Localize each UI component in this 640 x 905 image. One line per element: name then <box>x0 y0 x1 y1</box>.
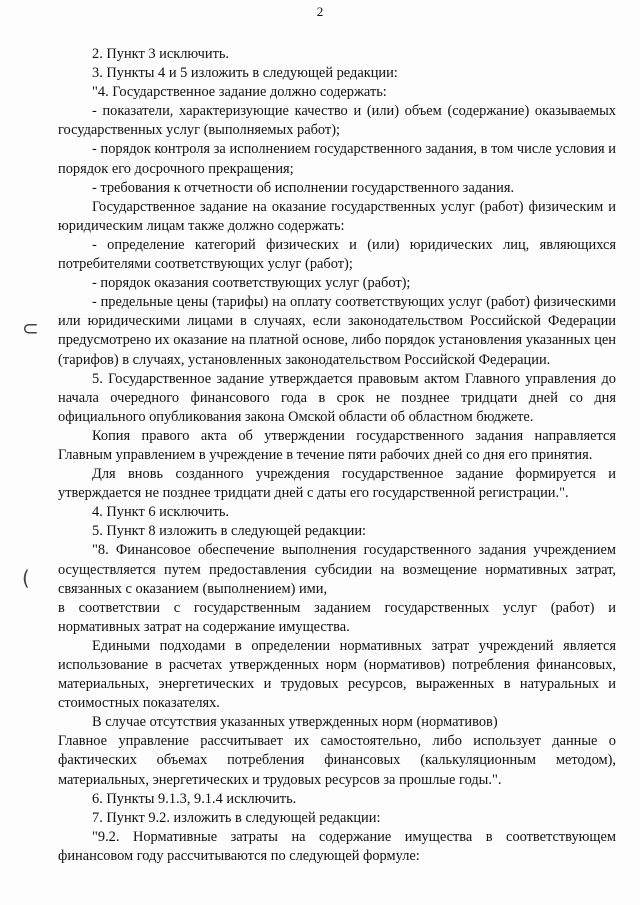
paragraph: - предельные цены (тарифы) на оплату соответствующих услуг (работ) физическими или юридическими лицами в случаях, если законодательством Российской Федерации предусмотрено их оказание на платной основе, либо порядок установления указанных цен (тарифов) в случаях, установленных законодательством Российской Федерации. <box>58 294 616 368</box>
paragraph: - порядок контроля за исполнением государственного задания, в том числе условия и порядок его досрочного прекращения; <box>58 141 616 177</box>
paragraph: "9.2. Нормативные затраты на содержание имущества в соответствующем финансовом году рассчитываются по следующей формуле: <box>58 828 616 864</box>
margin-pencil-mark: ⊂ <box>22 316 39 340</box>
paragraph: - показатели, характеризующие качество и (или) объем (содержание) оказываемых государственных услуг (выполняемых работ); <box>58 103 616 139</box>
page-number: 2 <box>316 4 324 19</box>
paragraph: Главное управление рассчитывает их самостоятельно, либо использует данные о фактических объемах потребления финансовых (калькуляционным методом), материальных, энергетических и трудовых ресурсов за прошлые годы.". <box>58 733 616 788</box>
paragraph: Государственное задание на оказание государственных услуг (работ) физическим и юридическим лицам также должно содержать: <box>58 198 616 234</box>
paragraph: 2. Пункт 3 исключить. <box>92 46 230 62</box>
paragraph: В случае отсутствия указанных утвержденных норм (нормативов) <box>92 714 498 731</box>
paragraph: - определение категорий физических и (или) юридических лиц, являющихся потребителями соответствующих услуг (работ); <box>58 236 616 273</box>
paragraph: "8. Финансовое обеспечение выполнения государственного задания учреждением осуществляется путем предоставления субсидии на возмещение нормативных затрат, связанных с оказанием (выполнением) ими, <box>58 542 616 597</box>
margin-pencil-mark: ( <box>22 566 30 590</box>
document-body <box>58 45 616 866</box>
paragraph: 5. Пункт 8 изложить в следующей редакции: <box>92 523 367 540</box>
paragraph: в соответствии с государственным заданием государственных услуг (работ) и нормативных затрат на содержание имущества. <box>58 599 616 635</box>
paragraph: Копия правого акта об утверждении государственного задания направляется Главным управлением в учреждение в течение пяти рабочих дней со дня его принятия. <box>58 427 616 463</box>
paragraph: 5. Государственное задание утверждается правовым актом Главного управления до начала очередного финансового года в срок не позднее тридцати дней со дня официального опубликования закона Омской области об областном бюджете. <box>58 370 616 425</box>
paragraph: 4. Пункт 6 исключить. <box>92 504 230 521</box>
paragraph: Едиными подходами в определении нормативных затрат учреждений является использование в расчетах утвержденных норм (нормативов) потребления финансовых, материальных, энергетических и трудовых ресурсов, выраженных в натуральных и стоимостных показателях. <box>58 637 616 712</box>
paragraph: - порядок оказания соответствующих услуг (работ); <box>92 275 411 292</box>
paragraph: Для вновь созданного учреждения государственное задание формируется и утверждается не позднее тридцати дней с даты его государственной регистрации.". <box>58 466 616 502</box>
paragraph: "4. Государственное задание должно содержать: <box>92 84 387 101</box>
paragraph: - требования к отчетности об исполнении государственного задания. <box>92 179 515 196</box>
paragraph: 3. Пункты 4 и 5 изложить в следующей редакции: <box>92 65 398 82</box>
paragraph: 6. Пункты 9.1.3, 9.1.4 исключить. <box>92 790 297 807</box>
paragraph: 7. Пункт 9.2. изложить в следующей редакции: <box>92 809 381 826</box>
